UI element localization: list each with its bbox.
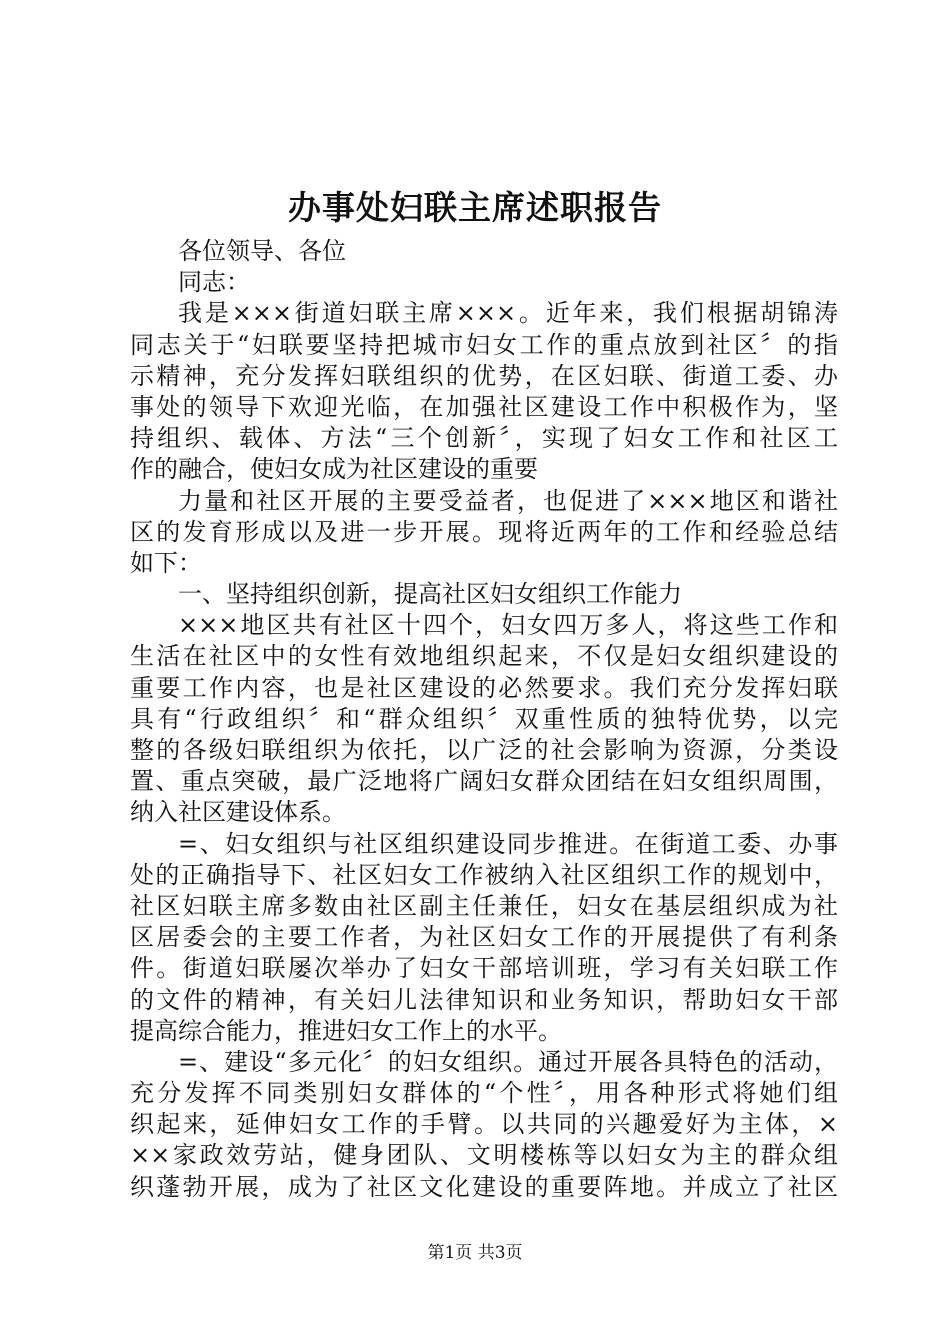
text-line: 的文件的精神，有关妇儿法律知识和业务知识，帮助妇女干部 xyxy=(130,985,838,1014)
text-line: 整的各级妇联组织为依托，以广泛的社会影响为资源，分类设 xyxy=(130,736,838,764)
document-title: 办事处妇联主席述职报告 xyxy=(288,188,662,227)
text-line: 社区妇联主席多数由社区副主任兼任，妇女在基层组织成为社 xyxy=(130,891,838,920)
text-line: ××家政效劳站，健身团队、文明楼栋等以妇女为主的群众组 xyxy=(130,1141,838,1170)
text-line: 重要工作内容，也是社区建设的必然要求。我们充分发挥妇联 xyxy=(130,673,838,702)
text-line: 纳入社区建设体系。 xyxy=(130,798,346,827)
text-line: 一、坚持组织创新，提高社区妇女组织工作能力 xyxy=(178,580,682,609)
text-line: 我是×××街道妇联主席×××。近年来，我们根据胡锦涛 xyxy=(178,299,838,328)
text-line: 提高综合能力，推进妇女工作上的水平。 xyxy=(130,1016,562,1045)
text-line: 处的正确指导下、社区妇女工作被纳入社区组织工作的规划中， xyxy=(130,860,838,889)
text-line: 生活在社区中的女性有效地组织起来，不仅是妇女组织建设的 xyxy=(130,642,838,671)
text-line: 如下： xyxy=(130,548,202,577)
text-line: 各位领导、各位 xyxy=(178,237,346,265)
text-line: 具有“行政组织〞和“群众组织〞双重性质的独特优势，以完 xyxy=(130,704,838,733)
text-line: ×××地区共有社区十四个，妇女四万多人，将这些工作和 xyxy=(178,611,838,640)
text-line: 同志： xyxy=(178,268,250,297)
text-line: 充分发挥不同类别妇女群体的“个性〞，用各种形式将她们组 xyxy=(130,1079,838,1108)
document-body xyxy=(130,236,838,1203)
text-line: 织蓬勃开展，成为了社区文化建设的重要阵地。并成立了社区 xyxy=(130,1172,838,1201)
text-line: =、妇女组织与社区组织建设同步推进。在街道工委、办事 xyxy=(178,829,838,858)
text-line: 力量和社区开展的主要受益者，也促进了×××地区和谐社 xyxy=(178,486,838,515)
page-footer: 第1页 共3页 xyxy=(427,1243,523,1263)
text-line: 区居委会的主要工作者，为社区妇女工作的开展提供了有利条 xyxy=(130,923,838,952)
text-line: 作的融合，使妇女成为社区建设的重要 xyxy=(130,455,538,484)
text-line: 持组织、载体、方法“三个创新〞，实现了妇女工作和社区工 xyxy=(130,424,838,453)
text-line: =、建设“多元化〞的妇女组织。通过开展各具特色的活动， xyxy=(178,1047,838,1076)
text-line: 区的发育形成以及进一步开展。现将近两年的工作和经验总结 xyxy=(130,517,838,546)
text-line: 事处的领导下欢迎光临，在加强社区建设工作中积极作为，坚 xyxy=(130,392,838,421)
text-line: 织起来，延伸妇女工作的手臂。以共同的兴趣爱好为主体，× xyxy=(130,1110,838,1139)
text-line: 件。街道妇联屡次举办了妇女干部培训班，学习有关妇联工作 xyxy=(130,954,838,983)
text-line: 同志关于“妇联要坚持把城市妇女工作的重点放到社区〞的指 xyxy=(130,330,838,359)
text-line: 示精神，充分发挥妇联组织的优势，在区妇联、街道工委、办 xyxy=(130,361,838,390)
text-line: 置、重点突破，最广泛地将广阔妇女群众团结在妇女组织周围， xyxy=(130,767,838,796)
